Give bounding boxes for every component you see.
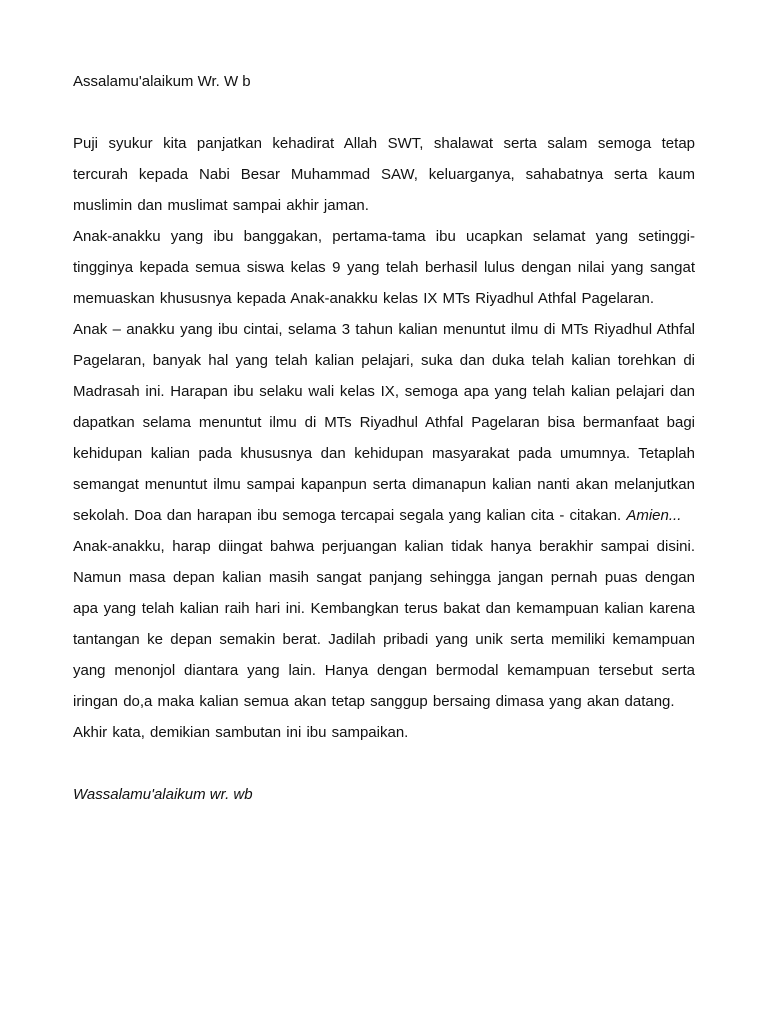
paragraph-praise: Puji syukur kita panjatkan kehadirat Allah SWT, shalawat serta salam semoga tetap tercurah kepada Nabi Besar Muhammad SAW, keluarganya, sahabatnya serta kaum muslimin dan muslimat sampai akhir jaman. xyxy=(73,135,695,214)
amien-text: Amien... xyxy=(626,507,682,524)
paragraph-advice: Anak-anakku, harap diingat bahwa perjuangan kalian tidak hanya berakhir sampai disini. Namun masa depan kalian masih sangat panjang sehingga jangan pernah puas dengan apa yang telah kalian raih hari ini. Kembangkan terus bakat dan kemampuan kalian karena tantangan ke depan semakin berat. Jadilah pribadi yang unik serta memiliki kemampuan yang menonjol diantara yang lain. Hanya dengan bermodal kemampuan tersebut serta iringan do,a maka kalian semua akan tetap sanggup bersaing dimasa yang akan datang. xyxy=(73,538,695,710)
letter-page xyxy=(73,66,695,810)
opening-greeting: Assalamu'alaikum Wr. W b xyxy=(73,73,251,90)
paragraph-reflection xyxy=(73,314,695,531)
paragraph-closing-remark: Akhir kata, demikian sambutan ini ibu sampaikan. xyxy=(73,724,409,741)
closing-greeting: Wassalamu'alaikum wr. wb xyxy=(73,786,253,803)
paragraph-reflection-text: Anak – anakku yang ibu cintai, selama 3 tahun kalian menuntut ilmu di MTs Riyadhul Athfal Pagelaran, banyak hal yang telah kalian pelajari, suka dan duka telah kalian torehkan di Madrasah ini. Harapan ibu selaku wali kelas IX, semoga apa yang telah kalian pelajari dan dapatkan selama menuntut ilmu di MTs Riyadhul Athfal Pagelaran bisa bermanfaat bagi kehidupan kalian pada khususnya dan kehidupan masyarakat pada umumnya. Tetaplah semangat menuntut ilmu sampai kapanpun serta dimanapun kalian nanti akan melanjutkan sekolah. Doa dan harapan ibu semoga tercapai segala yang kalian cita - citakan. xyxy=(73,321,695,524)
paragraph-congratulations: Anak-anakku yang ibu banggakan, pertama-tama ibu ucapkan selamat yang setinggi-tingginya kepada semua siswa kelas 9 yang telah berhasil lulus dengan nilai yang sangat memuaskan khususnya kepada Anak-anakku kelas IX MTs Riyadhul Athfal Pagelaran. xyxy=(73,228,695,307)
